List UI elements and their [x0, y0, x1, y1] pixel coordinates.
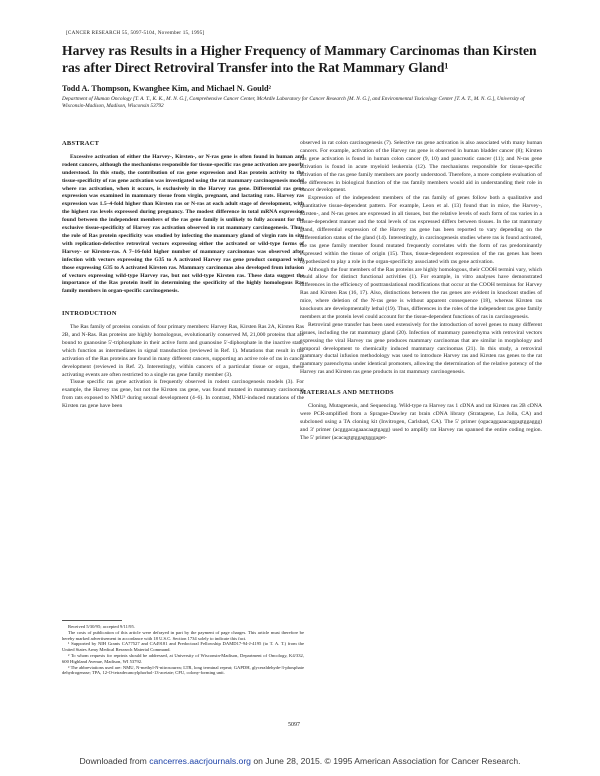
- author-list: Todd A. Thompson, Kwanghee Kim, and Michael N. Gould²: [62, 84, 272, 93]
- footnote: ² To whom requests for reprints should be addressed, at University of Wisconsin-Madison, Department of Oncology, K4/332, 600 Highland Avenue, Madison, WI 53792.: [62, 652, 304, 664]
- journal-link[interactable]: cancerres.aacrjournals.org: [149, 756, 251, 766]
- left-column: [62, 140, 304, 411]
- footnote: ³ The abbreviations used are: NMU, N-methyl-N-nitrosourea; LTR, long terminal repeat; GAPDH, glyceraldehyde-3-phosphate dehydrogenase; TPA, 12-O-tetradecanoylphorbol-13-acetate; CFU, colony-forming unit.: [62, 664, 304, 676]
- methods-heading: MATERIALS AND METHODS: [300, 389, 394, 397]
- methods-paragraph: Cloning, Mutagenesis, and Sequencing. Wild-type ra Harvey ras 1 cDNA and rat Kirsten ras 2B cDNA were PCR-amplified from a Sprague-Dawley rat brain cDNA library (Stratagene, La Jolla, CA) and subcloned using a TA cloning kit (Invitrogen, Carlsbad, CA). The 5′ primer (ogacaggaaacaggagtggaggg) and 3′ primer (acgggacagaaacaagtgagg) used to amplify rat Harvey ras spanned the entire coding region. The 5′ primer (acacagtgtggagtgggaget-: [300, 403, 542, 441]
- footnote: Received 5/30/95; accepted 9/11/95.: [68, 624, 135, 629]
- body-paragraph: Although the four members of the Ras proteins are highly homologous, their COOH termini vary, which could allow for distinct functional activities (1). For example, in vitro analyses have demonstrated differences in the efficiency of posttranslational modifications that occur at the COOH terminus for Harvey Ras and Kirsten Ras (16, 17). Also, distinctions between the ras genes are evident in knockout studies of mice, where deletion of the N-ras gene is without apparent consequence (18), whereas Kirsten ras knockouts are developmentally lethal (19). Thus, differences in the roles of the independent ras gene family members at the protein level could account for the tissue-dependent functions of ras in carcinogenesis.: [300, 266, 542, 320]
- footnote-rule: [62, 620, 122, 621]
- body-paragraph: Retroviral gene transfer has been used extensively for the introduction of novel genes to many different tissues, including the rat mammary gland (20). Infection of mammary parenchyma with retroviral vectors expressing the viral Harvey ras gene produces mammary carcinomas that are similar in morphology and temporal development to chemically induced mammary carcinomas (21). In this study, a retroviral mammary ductal infusion methodology was used to introduce Harvey ras and Kirsten ras genes to the rat mammary parenchyma under identical promoters, allowing the determination of the relative potency of the Harvey ras and Kirsten ras gene products in rat mammary carcinogenesis.: [300, 321, 542, 376]
- footnote: The costs of publication of this article were defrayed in part by the payment of page charges. This article must therefore be hereby marked advertisement in accordance with 18 U.S.C. Section 1734 solely to indicate this fact.: [62, 629, 304, 641]
- introduction-paragraph: Tissue specific ras gene activation is frequently observed in rodent carcinogenesis models (3). For example, the Harvey ras gene, but not the Kirsten ras gene, was found mutated in mammary carcinomas from rats exposed to NMU³ during sexual development (4–6). In contrast, NMU-induced mutations of the Kirsten ras gene have been: [62, 379, 304, 410]
- body-paragraph: Expression of the independent members of the ras family of genes follow both a qualitative and quantitative tissue-dependent pattern. For example, Leon et al. (13) found that in mice, the Harvey-, Kirsten-, and N-ras genes are expressed in all tissues, but the relative levels of each form of ras varies in a tissue-dependent manner and the total levels of ras expressed differs between tissues. In the rat mammary gland, differential expression of the Harvey ras gene has been reported to vary depending on the differentiation status of the gland (14). Interestingly, in carcinogenesis studies where ras is found activated, the ras gene family member found mutated frequently correlates with the form of ras predominantly expressed within the tissue of origin (15). Thus, tissue-dependent expression of the ras genes has been hypothesized to play a role in the organ-specificity associated with ras gene activation.: [300, 195, 542, 265]
- abstract-heading: ABSTRACT: [62, 140, 100, 147]
- right-column: [300, 140, 542, 443]
- running-head: [CANCER RESEARCH 55, 5097-5104, November 15, 1995]: [66, 30, 205, 36]
- footnote: ¹ Supported by NIH Grants CA77527 and CA49181 and Predoctoral Fellowship DAMD17-94-J-4195 (to T. A. T.) from the United States Army Medical Research Material Command.: [62, 641, 304, 653]
- article-title: Harvey ras Results in a Higher Frequency of Mammary Carcinomas than Kirsten ras after Direct Retroviral Transfer into the Rat Mammary Gland¹: [62, 43, 537, 75]
- page-number: 5097: [288, 722, 300, 728]
- footnotes: [62, 624, 304, 676]
- download-suffix: on June 28, 2015. © 1995 American Association for Cancer Research.: [250, 756, 521, 766]
- introduction-paragraph: The Ras family of proteins consists of four primary members: Harvey Ras, Kirsten Ras 2A, Kirsten Ras 2B, and N-Ras. Ras proteins are highly homologous, evolutionarily conserved Mᵣ 21,000 proteins that are bound to guanosine 5′-triphosphate in their active form and guanosine 5′-diphosphate in the inactive state, which function as intermediates in signal transduction (reviewed in Ref. 1). Mutations that result in the activation of the Ras proteins are found in many different cancers, supporting an active role of ras in cancer development (reviewed in Ref. 2). Interestingly, within cancers of a particular tissue or organ, these activating events are often restricted to a single ras gene family member (3).: [62, 324, 304, 378]
- affiliations: Department of Human Oncology [T. A. T., K. K., M. N. G.], Comprehensive Cancer Center, McArdle Laboratory for Cancer Research [M. N. G.], and Environmental Toxicology Center [T. A. T., M. N. G.], University of Wisconsin-Madison, Madison, Wisconsin 53792: [62, 96, 525, 109]
- body-paragraph: observed in rat colon carcinogenesis (7). Selective ras gene activation is also associated with many human cancers. For example, activation of the Harvey ras gene is observed in human bladder cancer (8); Kirsten ras gene activation is found in human colon cancer (9, 10) and pancreatic cancer (11); and N-ras gene activation is found in acute myeloid leukemia (12). The mechanisms responsible for tissue-specific activation of the ras gene family members are poorly understood. Therefore, a more complete evaluation of the differences in biological function of the ras family members would aid in understanding their role in cancer development.: [300, 140, 542, 194]
- introduction-heading: INTRODUCTION: [62, 310, 117, 318]
- download-prefix: Downloaded from: [79, 756, 150, 766]
- download-notice: [0, 756, 600, 766]
- abstract-text: Excessive activation of either the Harvey-, Kirsten-, or N-ras gene is often found in human and rodent cancers, although the mechanisms responsible for tissue-specific ras gene activation are poorly understood. In this study, the contribution of ras gene expression and Ras protein activity to the tissue-specificity of ras gene activation was investigated using the rat mammary carcinogenesis model where ras activation, when it occurs, is exclusively in the Harvey ras gene. Differential ras gene expression was examined in mammary tissue from virgin, pregnant, and lactating rats. Harvey ras expression was 1.5–4-fold higher than Kirsten ras or N-ras at each adult stage of development, with the highest ras levels expressed during pregnancy. The modest difference in total mRNA expression found between the independent members of the ras gene family is unlikely to fully account for the exclusive tissue-specificity of Harvey ras activation observed in rat mammary carcinogenesis. Thus, the role of Ras protein specificity was studied by infecting the mammary gland of virgin rats in situ with replication-defective retroviral vectors expressing either the activated or wild-type forms of Harvey- or Kirsten-ras. A 7–16-fold higher number of mammary carcinomas was observed after infection with vectors expressing the G35 to A activated Harvey ras gene product compared with those expressing G35 to A activated Kirsten ras. Mammary carcinomas also developed from infusion of vectors expressing wild-type Harvey ras, but not wild-type Kirsten ras. These data suggest the importance of the Ras protein itself in determining the specificity of the highly homologous Ras family members in organ-specific carcinogenesis.: [62, 153, 304, 295]
